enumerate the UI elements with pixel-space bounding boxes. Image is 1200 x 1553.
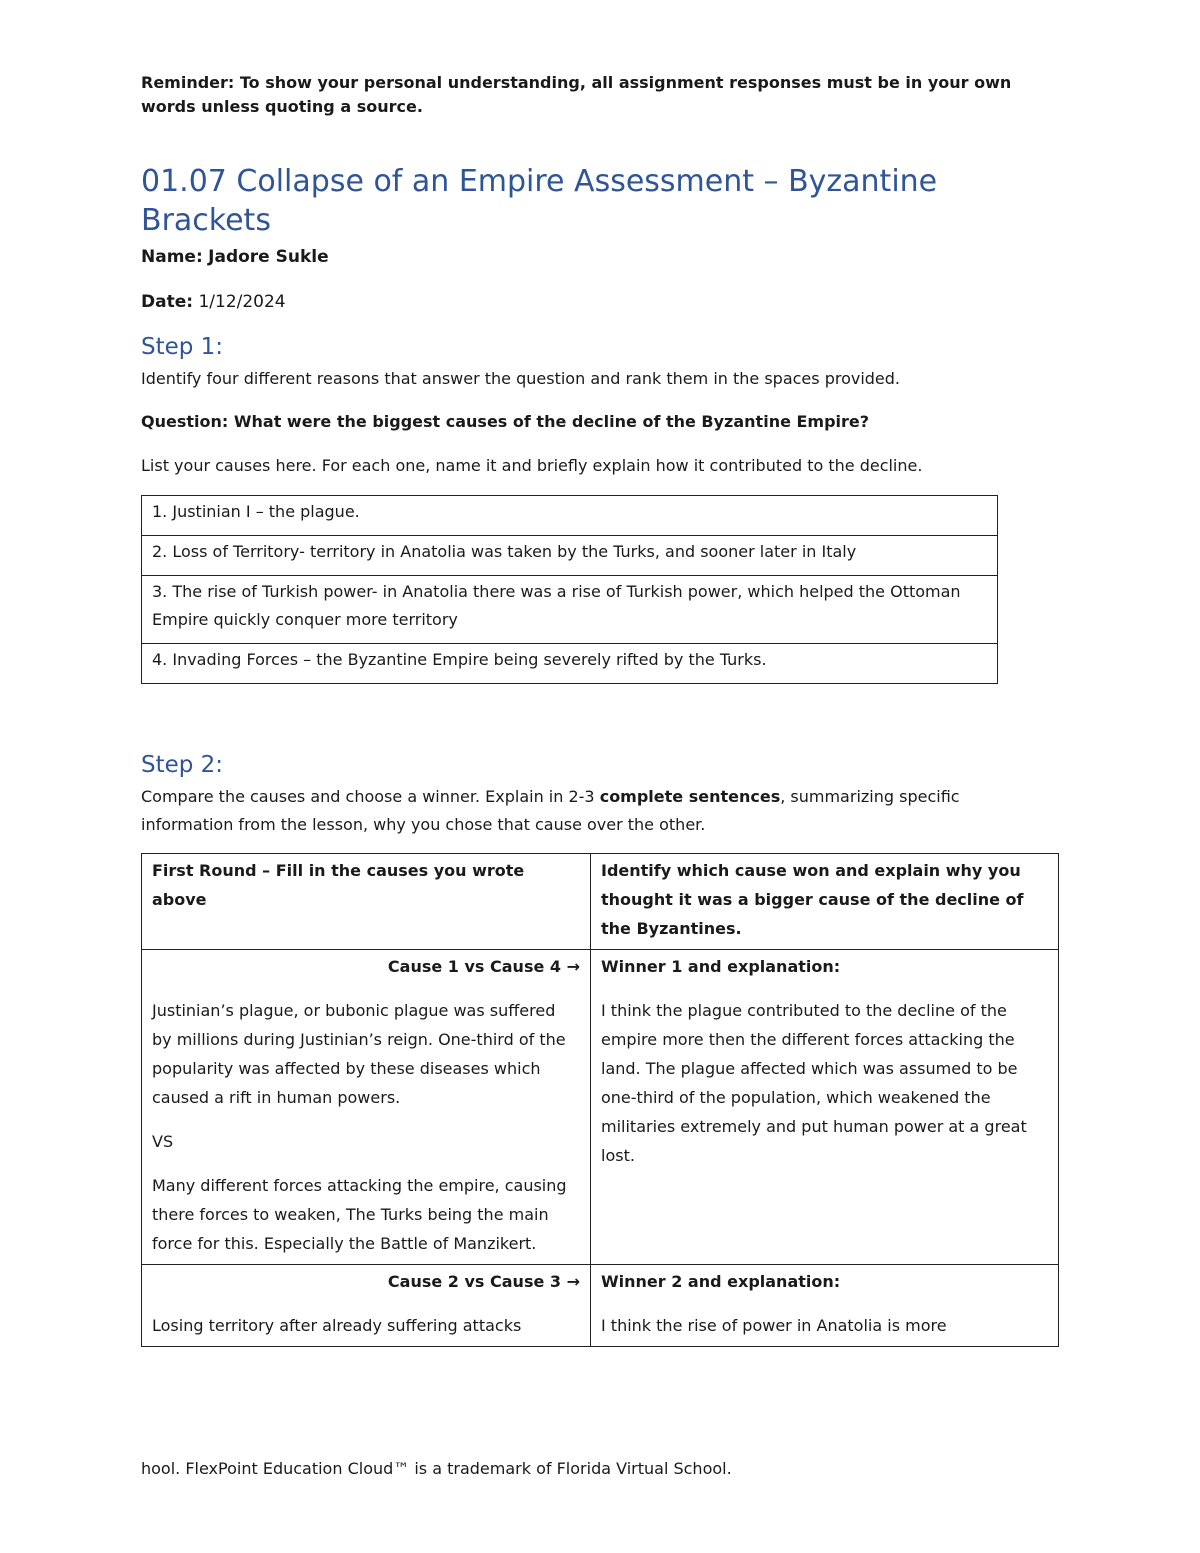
round2-causes-cell[interactable] xyxy=(142,1265,591,1347)
cause-cell-2[interactable]: 2. Loss of Territory- territory in Anatolia was taken by the Turks, and sooner later in Italy xyxy=(142,536,998,576)
round1-causes-cell[interactable] xyxy=(142,950,591,1265)
round2-winner-text: I think the rise of power in Anatolia is more xyxy=(601,1316,947,1335)
name-label: Name: xyxy=(141,247,203,267)
table-row xyxy=(142,576,998,644)
table-row xyxy=(142,1265,1059,1347)
cause-cell-3[interactable]: 3. The rise of Turkish power- in Anatolia there was a rise of Turkish power, which helped the Ottoman Empire quickly conquer more territory xyxy=(142,576,998,644)
round2-winner-label: Winner 2 and explanation: xyxy=(601,1272,841,1291)
step2-heading: Step 2: xyxy=(141,752,224,778)
cause-cell-4[interactable]: 4. Invading Forces – the Byzantine Empire being severely rifted by the Turks. xyxy=(142,644,998,684)
round1-winner-text: I think the plague contributed to the decline of the empire more then the different forces attacking the land. The plague affected which was assumed to be one-third of the population, which weakened the militaries extremely and put human power at a great lost. xyxy=(601,1001,1027,1165)
name-value: Jadore Sukle xyxy=(208,247,329,267)
causes-table xyxy=(141,495,998,684)
step2-instruction-bold: complete sentences xyxy=(599,787,781,806)
cause-cell-1[interactable]: 1. Justinian I – the plague. xyxy=(142,496,998,536)
name-line xyxy=(141,245,329,269)
table-row xyxy=(142,854,1059,950)
table-row xyxy=(142,644,998,684)
round2-cause-a: Losing territory after already suffering attacks xyxy=(152,1316,522,1335)
round2-winner-cell[interactable] xyxy=(591,1265,1059,1347)
footer-text: hool. FlexPoint Education Cloud™ is a trademark of Florida Virtual School. xyxy=(141,1459,732,1478)
round1-matchup: Cause 1 vs Cause 4 → xyxy=(387,957,580,976)
page-title: 01.07 Collapse of an Empire Assessment – Byzantine Brackets xyxy=(141,164,938,238)
round1-winner-label: Winner 1 and explanation: xyxy=(601,957,841,976)
date-line xyxy=(141,290,286,314)
step2-instruction xyxy=(141,783,1041,839)
table-row xyxy=(142,496,998,536)
bracket-table xyxy=(141,853,1059,1347)
header-right: Identify which cause won and explain why you thought it was a bigger cause of the decline of the Byzantines. xyxy=(591,854,1059,950)
step2-instruction-end: , summarizing specific information from the lesson, why you chose that cause over the other. xyxy=(141,787,960,834)
step1-list-prompt: List your causes here. For each one, name it and briefly explain how it contributed to the decline. xyxy=(141,456,923,475)
round2-matchup: Cause 2 vs Cause 3 → xyxy=(387,1272,580,1291)
round1-vs: VS xyxy=(152,1132,174,1151)
step1-instruction: Identify four different reasons that answer the question and rank them in the spaces provided. xyxy=(141,369,901,388)
step1-heading: Step 1: xyxy=(141,334,224,360)
round1-cause-b: Many different forces attacking the empire, causing there forces to weaken, The Turks being the main force for this. Especially the Battle of Manzikert. xyxy=(152,1176,567,1253)
reminder-note: Reminder: To show your personal understanding, all assignment responses must be in your own words unless quoting a source. xyxy=(141,73,1012,116)
round1-winner-cell[interactable] xyxy=(591,950,1059,1265)
table-row xyxy=(142,950,1059,1265)
table-row xyxy=(142,536,998,576)
round1-cause-a: Justinian’s plague, or bubonic plague was suffered by millions during Justinian’s reign. One-third of the popularity was affected by these diseases which caused a rift in human powers. xyxy=(152,1001,566,1107)
step1-question: Question: What were the biggest causes of the decline of the Byzantine Empire? xyxy=(141,412,870,431)
date-value: 1/12/2024 xyxy=(198,292,286,312)
date-label: Date: xyxy=(141,292,194,312)
step2-instruction-start: Compare the causes and choose a winner. Explain in 2-3 xyxy=(141,787,600,806)
header-left: First Round – Fill in the causes you wrote above xyxy=(142,854,591,950)
